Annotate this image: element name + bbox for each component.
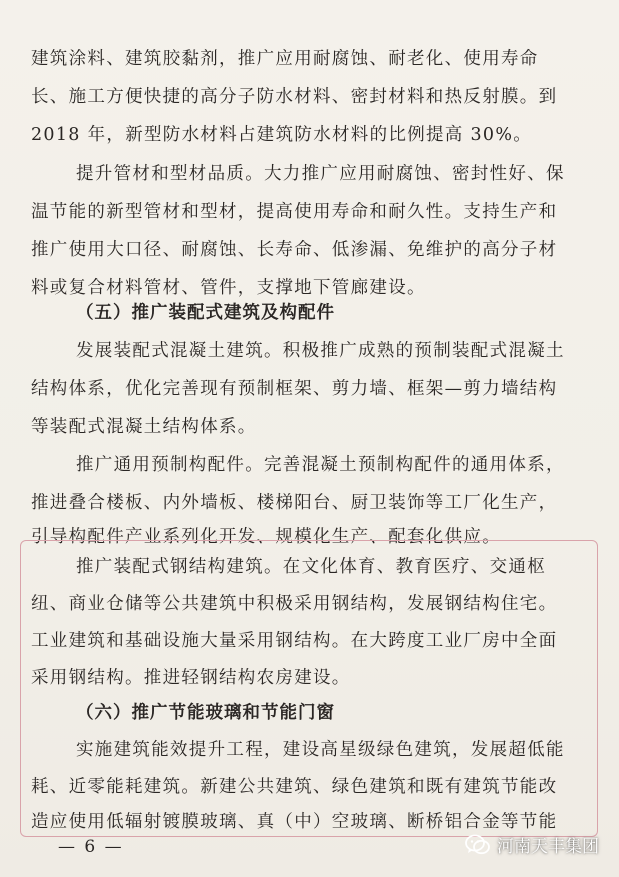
section-heading: （五）推广装配式建筑及构配件: [76, 303, 335, 323]
paragraph-start-line: 提升管材和型材品质。大力推广应用耐腐蚀、密封性好、保: [76, 164, 565, 184]
page-number: — 6 —: [58, 837, 124, 857]
body-text-line: 建筑涂料、建筑胶黏剂，推广应用耐腐蚀、耐老化、使用寿命: [31, 49, 539, 69]
body-text-line: 2018 年，新型防水材料占建筑防水材料的比例提高 30%。: [31, 125, 533, 145]
watermark: [465, 832, 599, 857]
watermark-text: 河南天丰集团: [497, 837, 599, 857]
body-text-line: 温节能的新型管材和型材，提高使用寿命和耐久性。支持生产和: [31, 202, 558, 222]
body-text-line: 引导构配件产业系列化开发、规模化生产、配套化供应。: [31, 527, 501, 547]
body-text-line: 耗、近零能耗建筑。新建公共建筑、绿色建筑和既有建筑节能改: [31, 777, 558, 797]
body-text-line: 等装配式混凝土结构体系。: [31, 417, 257, 437]
body-text-line: 工业建筑和基础设施大量采用钢结构。在大跨度工业厂房中全面: [31, 631, 558, 651]
body-text-line: 结构体系，优化完善现有预制框架、剪力墙、框架—剪力墙结构: [31, 379, 558, 399]
body-text-line: 推进叠合楼板、内外墙板、楼梯阳台、厨卫装饰等工厂化生产，: [31, 493, 558, 513]
body-text-line: 纽、商业仓储等公共建筑中积极采用钢结构，发展钢结构住宅。: [31, 594, 558, 614]
body-text-line: 造应使用低辐射镀膜玻璃、真（中）空玻璃、断桥铝合金等节能: [31, 812, 558, 832]
body-text-line: 长、施工方便快捷的高分子防水材料、密封材料和热反射膜。到: [31, 87, 558, 107]
body-text-line: 采用钢结构。推进轻钢结构农房建设。: [31, 668, 351, 688]
paragraph-start-line: 实施建筑能效提升工程，建设高星级绿色建筑，发展超低能: [76, 740, 565, 760]
paragraph-start-line: 发展装配式混凝土建筑。积极推广成熟的预制装配式混凝土: [76, 341, 565, 361]
body-text-line: 料或复合材料管材、管件，支撑地下管廊建设。: [31, 278, 426, 298]
wechat-icon: [465, 834, 491, 856]
paragraph-start-line: 推广装配式钢结构建筑。在文化体育、教育医疗、交通枢: [76, 557, 546, 577]
body-text-line: 推广使用大口径、耐腐蚀、长寿命、低渗漏、免维护的高分子材: [31, 240, 558, 260]
paragraph-start-line: 推广通用预制构配件。完善混凝土预制构配件的通用体系，: [76, 455, 565, 475]
section-heading: （六）推广节能玻璃和节能门窗: [76, 703, 335, 723]
